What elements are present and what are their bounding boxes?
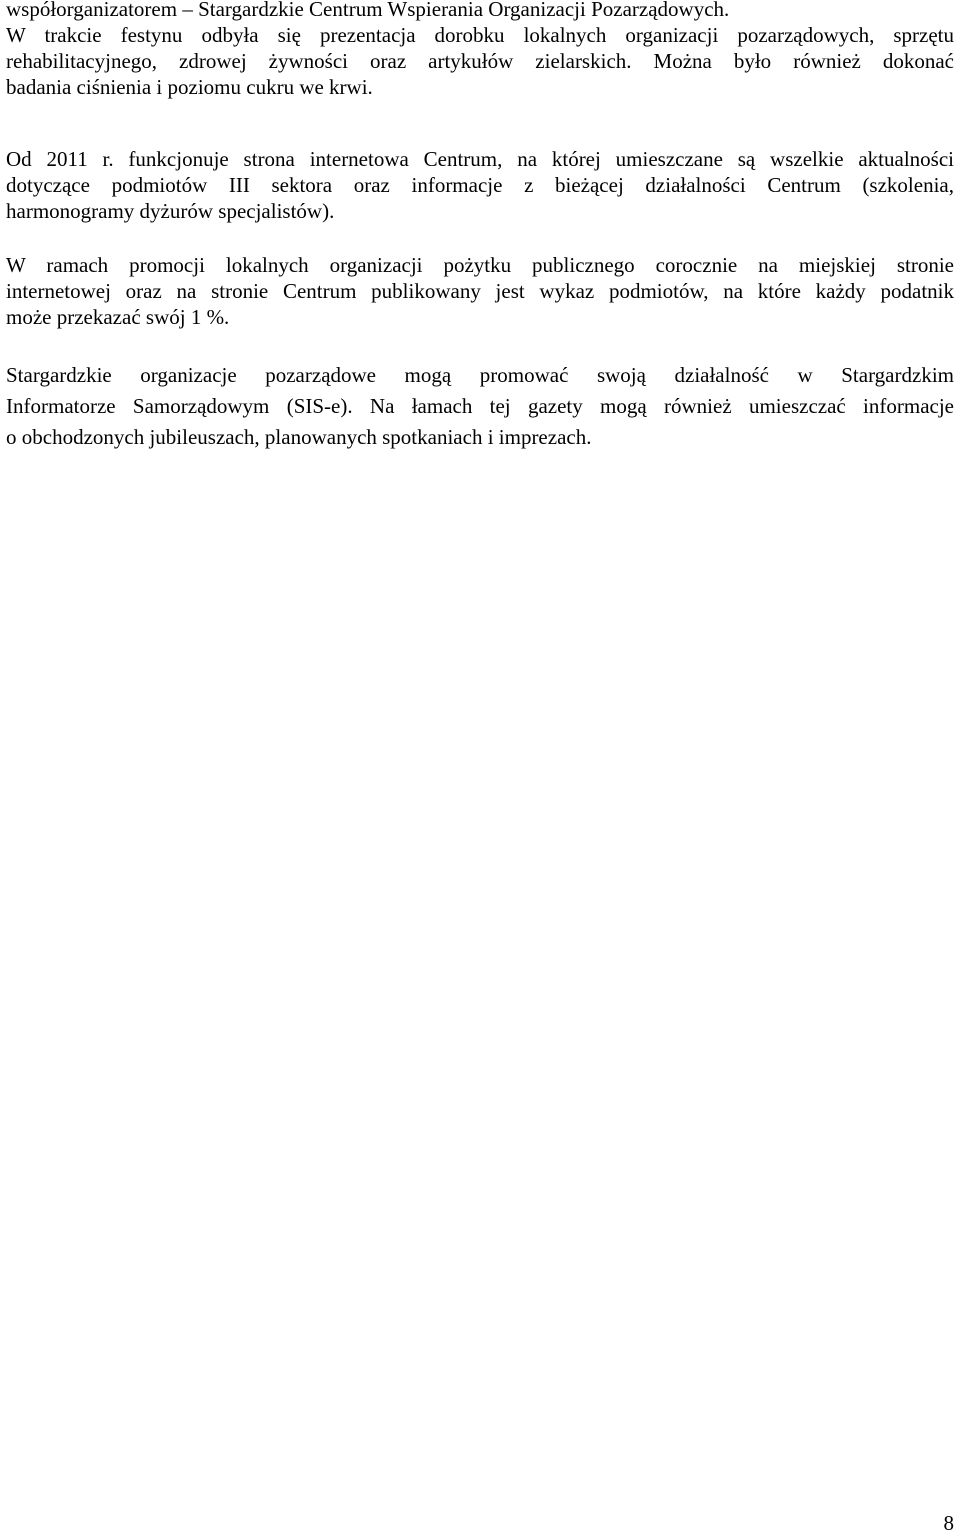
paragraph-website: [6, 146, 954, 224]
paragraph-line: Stargardzkie organizacje pozarządowe mogą promować swoją działalność w Stargardzkim: [6, 363, 954, 387]
paragraph-line: może przekazać swój 1 %.: [6, 305, 230, 329]
paragraph-line: harmonogramy dyżurów specjalistów).: [6, 199, 335, 223]
paragraph-line: o obchodzonych jubileuszach, planowanych spotkaniach i imprezach.: [6, 425, 592, 449]
paragraph-line: Od 2011 r. funkcjonuje strona internetowa Centrum, na której umieszczane są wszelkie aktualności: [6, 147, 954, 171]
paragraph-line: badania ciśnienia i poziomu cukru we krwi.: [6, 75, 373, 99]
paragraph-informator: [6, 360, 954, 453]
paragraph-line: internetowej oraz na stronie Centrum publikowany jest wykaz podmiotów, na które każdy podatnik: [6, 279, 954, 303]
paragraph-line: dotyczące podmiotów III sektora oraz informacje z bieżącej działalności Centrum (szkolenia,: [6, 173, 954, 197]
paragraph-festival: [6, 0, 954, 100]
paragraph-line: W ramach promocji lokalnych organizacji pożytku publicznego corocznie na miejskiej stronie: [6, 253, 954, 277]
paragraph-line: Informatorze Samorządowym (SIS-e). Na łamach tej gazety mogą również umieszczać informacje: [6, 394, 954, 418]
page-number: 8: [943, 1511, 954, 1535]
paragraph-line: W trakcie festynu odbyła się prezentacja dorobku lokalnych organizacji pozarządowych, sprzętu: [6, 23, 954, 47]
paragraph-line: współorganizatorem – Stargardzkie Centrum Wspierania Organizacji Pozarządowych.: [6, 0, 730, 21]
paragraph-promotion: [6, 252, 954, 330]
paragraph-line: rehabilitacyjnego, zdrowej żywności oraz artykułów zielarskich. Można było również dokonać: [6, 49, 954, 73]
